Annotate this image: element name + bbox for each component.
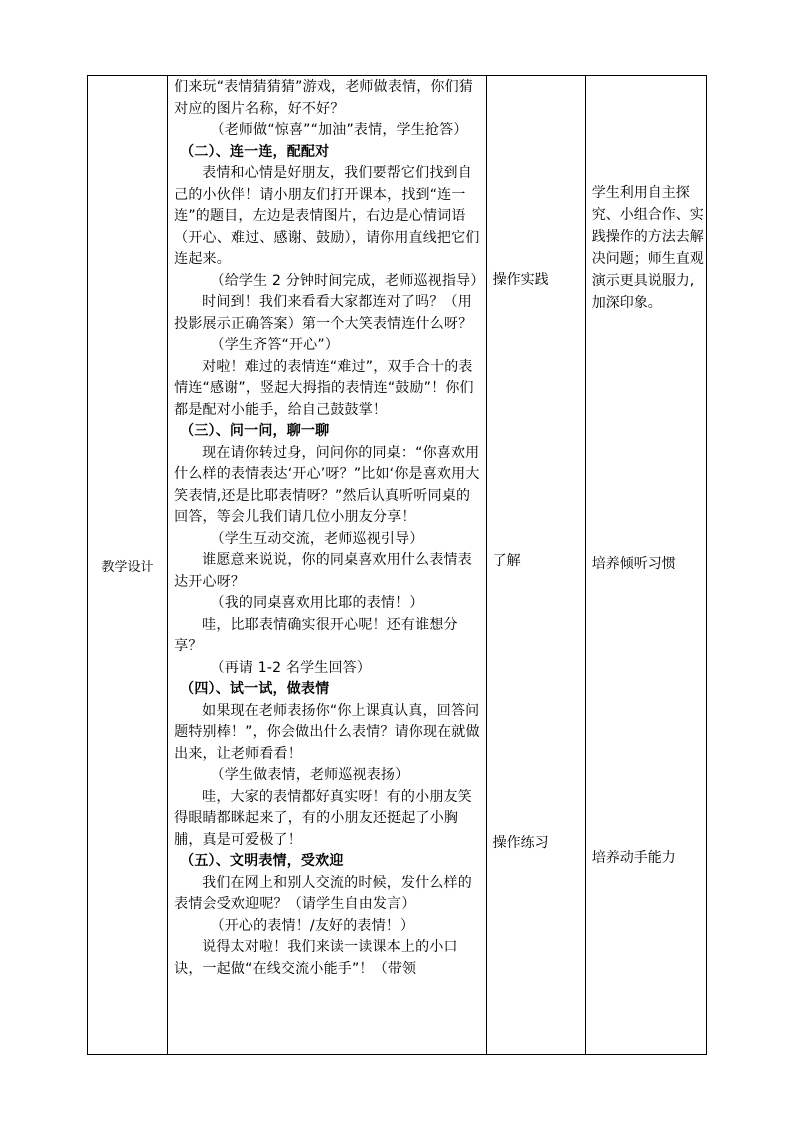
content-paragraph: （学生互动交流，老师巡视引导） (210, 530, 424, 547)
activity-note: 操作实践 (492, 272, 549, 288)
content-paragraph: 我们在网上和别人交流的时候，发什么样的表情会受欢迎呢？（请学生自由发言） (174, 874, 472, 912)
content-paragraph: （老师做“惊喜”“加油”表情，学生抢答） (210, 122, 468, 138)
content-paragraph: （学生齐答“开心”） (210, 337, 340, 353)
content-paragraph: （学生做表情，老师巡视表扬） (210, 767, 410, 783)
content-paragraph: （我的同桌喜欢用比耶的表情！） (210, 595, 424, 611)
lesson-plan-table (87, 75, 707, 1055)
activity-note: 了解 (492, 553, 521, 569)
content-paragraph: 们来玩“表情猜猜猜”游戏，老师做表情，你们猜对应的图片名称，好不好？ (174, 79, 474, 117)
content-cell (168, 76, 487, 1055)
table-row (88, 76, 707, 1055)
activity-cell (486, 76, 585, 1055)
content-paragraph: 时间到！我们来看看大家都连对了吗？（用投影展示正确答案）第一个大笑表情连什么呀？ (174, 294, 473, 332)
content-paragraph: 现在请你转过身，问问你的同桌：“你喜欢用什么样的表情表达‘开心’呀？”比如‘你是喜欢用大笑表情,还是比耶表情呀？”然后认真听听同桌的回答，等会儿我们请几位小朋友分享！ (174, 444, 480, 525)
content-paragraph: 说得太对啦！我们来读一读课本上的小口诀，一起做“在线交流小能手”！（带领 (174, 939, 458, 977)
content-paragraph: 谁愿意来说说，你的同桌喜欢用什么表情表达开心呀？ (174, 552, 472, 590)
content-paragraph: （再请 1-2 名学生回答） (210, 659, 372, 676)
content-paragraph: （给学生 2 分钟时间完成，老师巡视指导） (210, 272, 485, 289)
purpose-note: 学生利用自主探究、小组合作、实践操作的方法去解决问题；师生直观演示更具说服力,加深印象。 (591, 185, 704, 311)
purpose-note: 培养倾听习惯 (591, 556, 676, 572)
content-paragraph: 哇，比耶表情确实很开心呢！还有谁想分享？ (174, 616, 458, 654)
section-heading: （二）、连一连，配配对 (180, 143, 330, 160)
row-label-cell (88, 76, 168, 1055)
row-label: 教学设计 (101, 559, 154, 575)
purpose-cell (585, 76, 706, 1055)
content-paragraph: 如果现在老师表扬你“你上课真认真，回答问题特别棒！”，你会做出什么表情？请你现在就做出来，让老师看看！ (174, 702, 480, 762)
lesson-content (168, 76, 486, 980)
content-paragraph: （开心的表情！/友好的表情！） (210, 917, 415, 934)
purpose-note: 培养动手能力 (591, 850, 676, 866)
section-heading: （三）、问一问，聊一聊 (180, 423, 330, 439)
section-heading: （五）、文明表情，受欢迎 (180, 853, 344, 869)
content-paragraph: 对啦！难过的表情连“难过”，双手合十的表情连“感谢”，竖起大拇指的表情连“鼓励”！你们都是配对小能手，给自己鼓鼓掌！ (174, 358, 474, 418)
section-heading: （四）、试一试，做表情 (180, 681, 330, 697)
content-paragraph: 表情和心情是好朋友，我们要帮它们找到自己的小伙伴！请小朋友们打开课本，找到“连一连”的题目，左边是表情图片，右边是心情词语（开心、难过、感谢、鼓励），请你用直线把它们连起来。 (174, 165, 480, 267)
content-paragraph: 哇，大家的表情都好真实呀！有的小朋友笑得眼睛都眯起来了，有的小朋友还挺起了小胸脯，真是可爱极了！ (174, 788, 472, 848)
activity-note: 操作练习 (492, 835, 549, 851)
